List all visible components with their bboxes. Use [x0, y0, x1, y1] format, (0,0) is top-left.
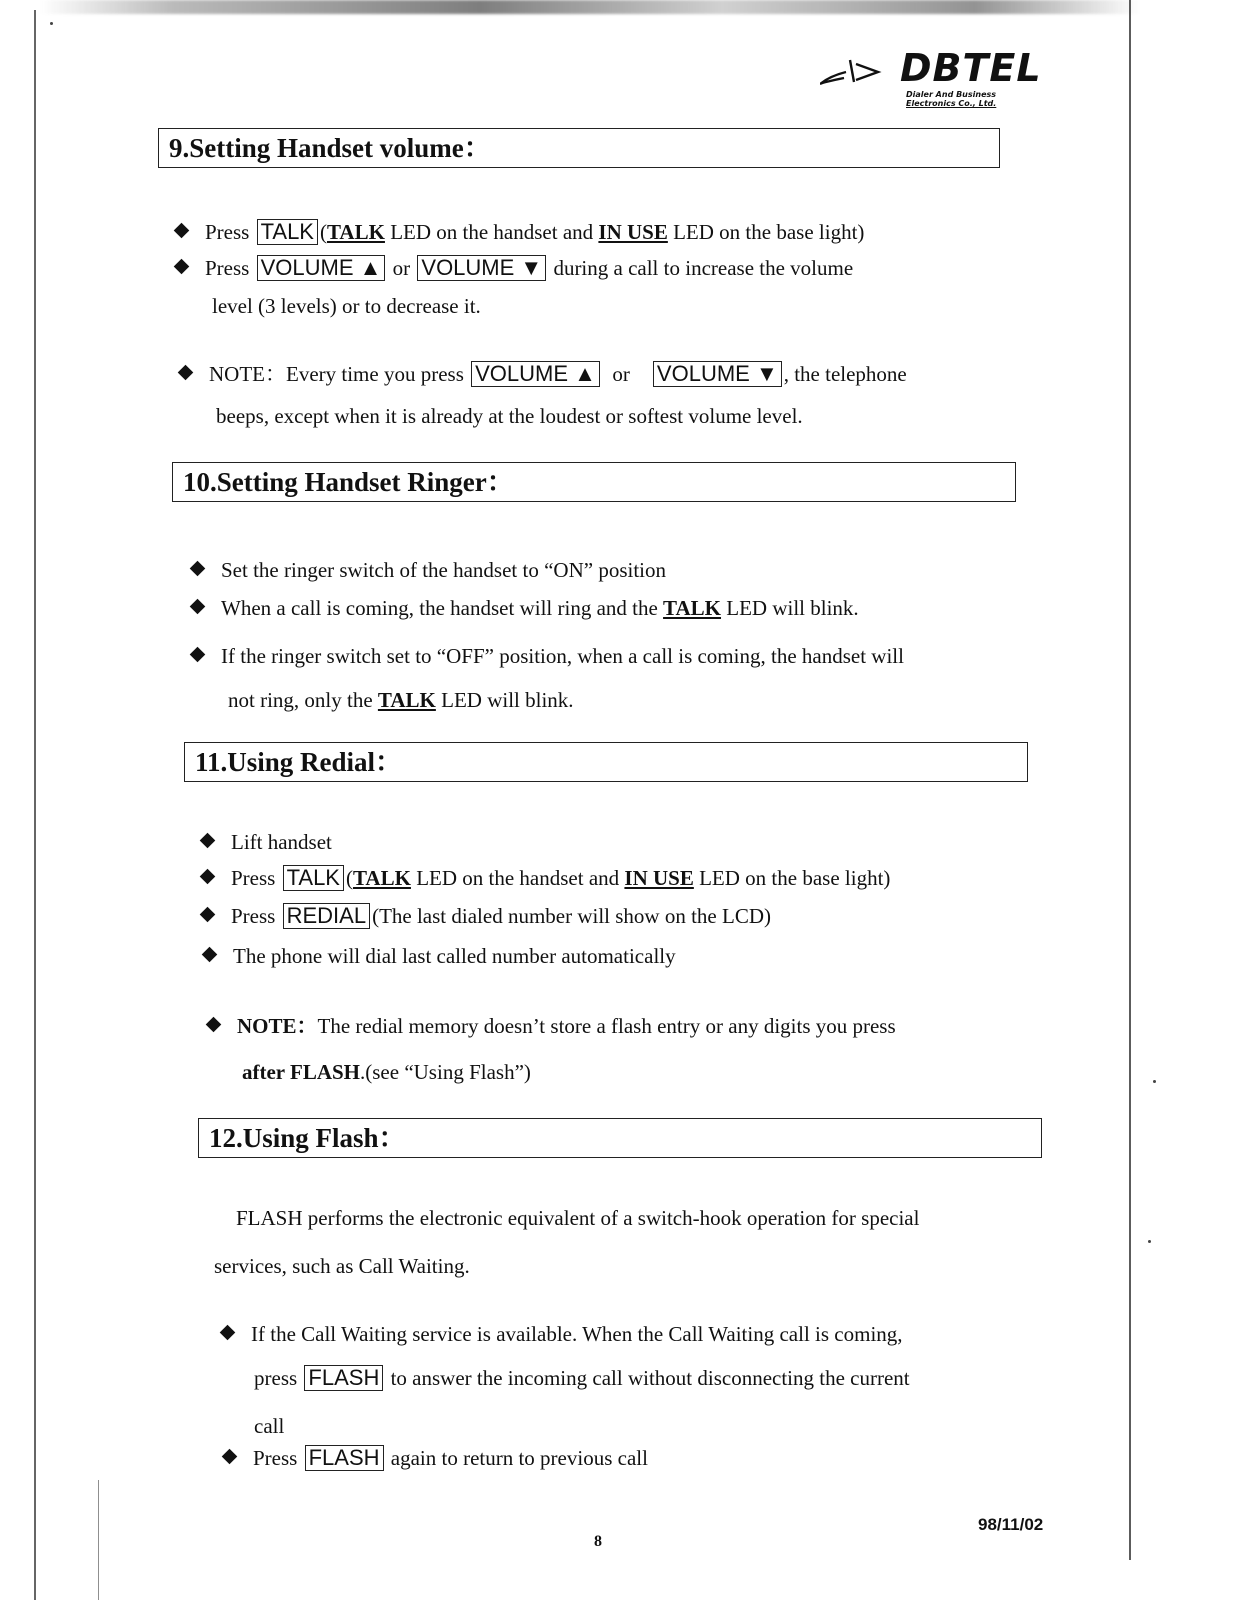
section-9-heading: 9.Setting Handset volume： [158, 128, 1000, 168]
list-item-continuation: level (3 levels) or to decrease it. [212, 294, 481, 318]
volume-down-key: VOLUME ▼ [653, 361, 782, 387]
in-use-led: IN USE [598, 220, 668, 244]
diamond-bullet-icon [190, 647, 206, 663]
diamond-bullet-icon [206, 1017, 222, 1033]
in-use-led: IN USE [624, 866, 694, 890]
list-item: Press TALK (TALK LED on the handset and IN USE LED on the base light) [202, 864, 890, 892]
scan-noise-band [40, 0, 1140, 14]
list-item: When a call is coming, the handset will ring and the TALK LED will blink. [192, 594, 859, 622]
paragraph-continuation: services, such as Call Waiting. [214, 1254, 470, 1278]
volume-up-key: VOLUME ▲ [471, 361, 600, 387]
list-item: If the Call Waiting service is available. When the Call Waiting call is coming, [222, 1320, 903, 1348]
section-11-heading: 11.Using Redial： [184, 742, 1028, 782]
list-item: Press VOLUME ▲ or VOLUME ▼ during a call to increase the volume [176, 254, 853, 282]
list-item: Set the ringer switch of the handset to “ON” position [192, 556, 666, 584]
redial-key: REDIAL [283, 903, 370, 929]
page-edge-line [98, 1480, 99, 1600]
page-edge-right [1129, 0, 1131, 1560]
list-item: Lift handset [202, 828, 332, 856]
note-continuation: beeps, except when it is already at the loudest or softest volume level. [216, 404, 803, 428]
flash-key: FLASH [304, 1365, 383, 1391]
diamond-bullet-icon [202, 947, 218, 963]
talk-key: TALK [257, 219, 318, 245]
logo-mark-icon [820, 52, 900, 92]
page-number: 8 [594, 1533, 602, 1550]
company-logo [820, 46, 1050, 118]
flash-key: FLASH [305, 1445, 384, 1471]
logo-subtitle: Electronics Co., Ltd. [906, 99, 997, 108]
diamond-bullet-icon [190, 561, 206, 577]
section-10-heading: 10.Setting Handset Ringer： [172, 462, 1016, 502]
scan-speck [1153, 1080, 1156, 1083]
paragraph: FLASH performs the electronic equivalent of a switch-hook operation for special [236, 1206, 920, 1230]
diamond-bullet-icon [200, 833, 216, 849]
scan-speck [1148, 1240, 1151, 1243]
page-edge-left [34, 10, 36, 1600]
talk-led: TALK [352, 866, 411, 890]
list-item: Press REDIAL (The last dialed number will show on the LCD) [202, 902, 771, 930]
talk-key: TALK [283, 865, 344, 891]
volume-down-key: VOLUME ▼ [417, 255, 546, 281]
note: NOTE：The redial memory doesn’t store a flash entry or any digits you press [208, 1012, 896, 1040]
list-item: Press FLASH again to return to previous call [224, 1444, 648, 1472]
diamond-bullet-icon [190, 599, 206, 615]
note-continuation: after FLASH.(see “Using Flash”) [242, 1060, 531, 1084]
diamond-bullet-icon [178, 365, 194, 381]
diamond-bullet-icon [200, 869, 216, 885]
diamond-bullet-icon [174, 259, 190, 275]
list-item: Press TALK (TALK LED on the handset and IN USE LED on the base light) [176, 218, 864, 246]
list-item: If the ringer switch set to “OFF” position, when a call is coming, the handset will [192, 642, 904, 670]
logo-brand: DBTEL [900, 46, 1042, 90]
logo-subtitle: Dialer And Business [906, 90, 997, 99]
scan-speck [50, 22, 53, 25]
diamond-bullet-icon [200, 907, 216, 923]
talk-led: TALK [377, 688, 436, 712]
list-item: The phone will dial last called number automatically [204, 942, 676, 970]
diamond-bullet-icon [174, 223, 190, 239]
list-item-continuation: not ring, only the TALK LED will blink. [228, 688, 574, 712]
list-item-continuation: call [254, 1414, 285, 1438]
diamond-bullet-icon [220, 1325, 236, 1341]
note: NOTE：Every time you press VOLUME ▲ or VOLUME ▼ , the telephone [180, 360, 907, 388]
list-item-continuation: press FLASH to answer the incoming call without disconnecting the current [254, 1365, 910, 1390]
section-12-heading: 12.Using Flash： [198, 1118, 1042, 1158]
diamond-bullet-icon [222, 1449, 238, 1465]
volume-up-key: VOLUME ▲ [257, 255, 386, 281]
document-date: 98/11/02 [978, 1515, 1044, 1534]
talk-led: TALK [326, 220, 385, 244]
talk-led: TALK [663, 596, 722, 620]
